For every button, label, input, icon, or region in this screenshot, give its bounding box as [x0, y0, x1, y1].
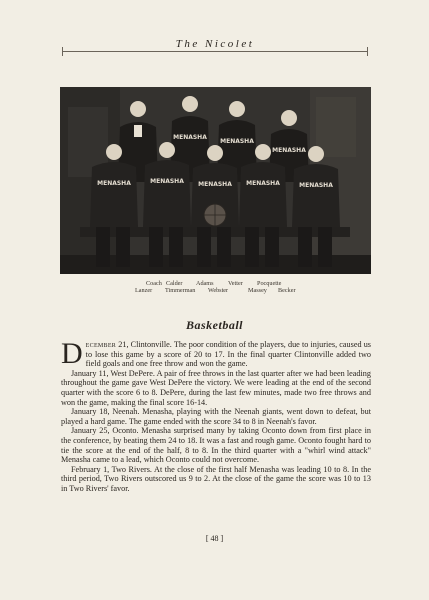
paragraph: January 18, Neenah. Menasha, playing with the Neenah giants, went down to defeat, but played a hard game. The game ended with the score 34 to 8 in Neenah's favor. — [61, 407, 371, 426]
jersey-lettering: MENASHA — [246, 180, 280, 187]
caption-name: Lanzer — [135, 287, 153, 294]
paragraph: January 11, West DePere. A pair of free throws in the last quarter after we had been leading throughout the game gave West DePere the victory. We were leading at the end of the second quarter with the score 6 to 8. DePere, during the last few minutes, made two free throws and won the game, making the final score 16-14. — [61, 368, 371, 407]
jersey-lettering: MENASHA — [97, 180, 131, 187]
team-photo — [60, 87, 371, 274]
caption-name: Adams — [196, 280, 214, 287]
team-photo-illustration — [60, 87, 371, 274]
caption-name: Coach — [146, 280, 162, 287]
paragraph: January 25, Oconto. Menasha surprised many by taking Oconto down from first place in the conference, by beating them 24 to 18. It was a fast and rough game. Oconto fought hard to tie the score at the end of the half, 8 to 8. In the third quarter with a "whirl wind attack" Menasha came to a lead, which Oconto could not overcome. — [61, 426, 371, 465]
jersey-lettering: MENASHA — [173, 134, 207, 141]
caption-name: Massey — [248, 287, 267, 294]
header-title: The Nicolet — [170, 38, 261, 50]
jersey-lettering: MENASHA — [198, 181, 232, 188]
running-header — [62, 38, 368, 60]
article-body — [61, 337, 371, 494]
jersey-lettering: MENASHA — [150, 178, 184, 185]
paragraph — [61, 337, 371, 370]
paragraph-text: 21, Clintonville. The poor condition of the players, due to injuries, caused us to lose this game by a score of 20 to 17. In the final quarter Clintonville added two field goals and one free throw and won the game. — [85, 340, 371, 369]
jersey-lettering: MENASHA — [220, 138, 254, 145]
jersey-lettering: MENASHA — [272, 147, 306, 154]
caption-name: Vetter — [228, 280, 243, 287]
jersey-lettering: MENASHA — [299, 182, 333, 189]
caption-name: Calder — [166, 280, 183, 287]
drop-cap: D — [61, 337, 83, 370]
page-number: [ 48 ] — [205, 534, 224, 543]
section-title: Basketball — [185, 318, 243, 332]
caption-name: Timmerman — [165, 287, 196, 294]
caption-name: Pocquette — [257, 280, 282, 287]
header-rule — [62, 51, 368, 52]
paragraph: February 1, Two Rivers. At the close of the first half Menasha was leading 10 to 8. In the third period, Two Rivers outscored us 9 to 2. At the close of the game the score was 10 to 13 in Two Rivers' favor. — [61, 464, 371, 493]
caption-name: Becker — [278, 287, 296, 294]
caption-name: Webster — [208, 287, 229, 294]
paragraph-lead: ecember — [85, 340, 117, 349]
